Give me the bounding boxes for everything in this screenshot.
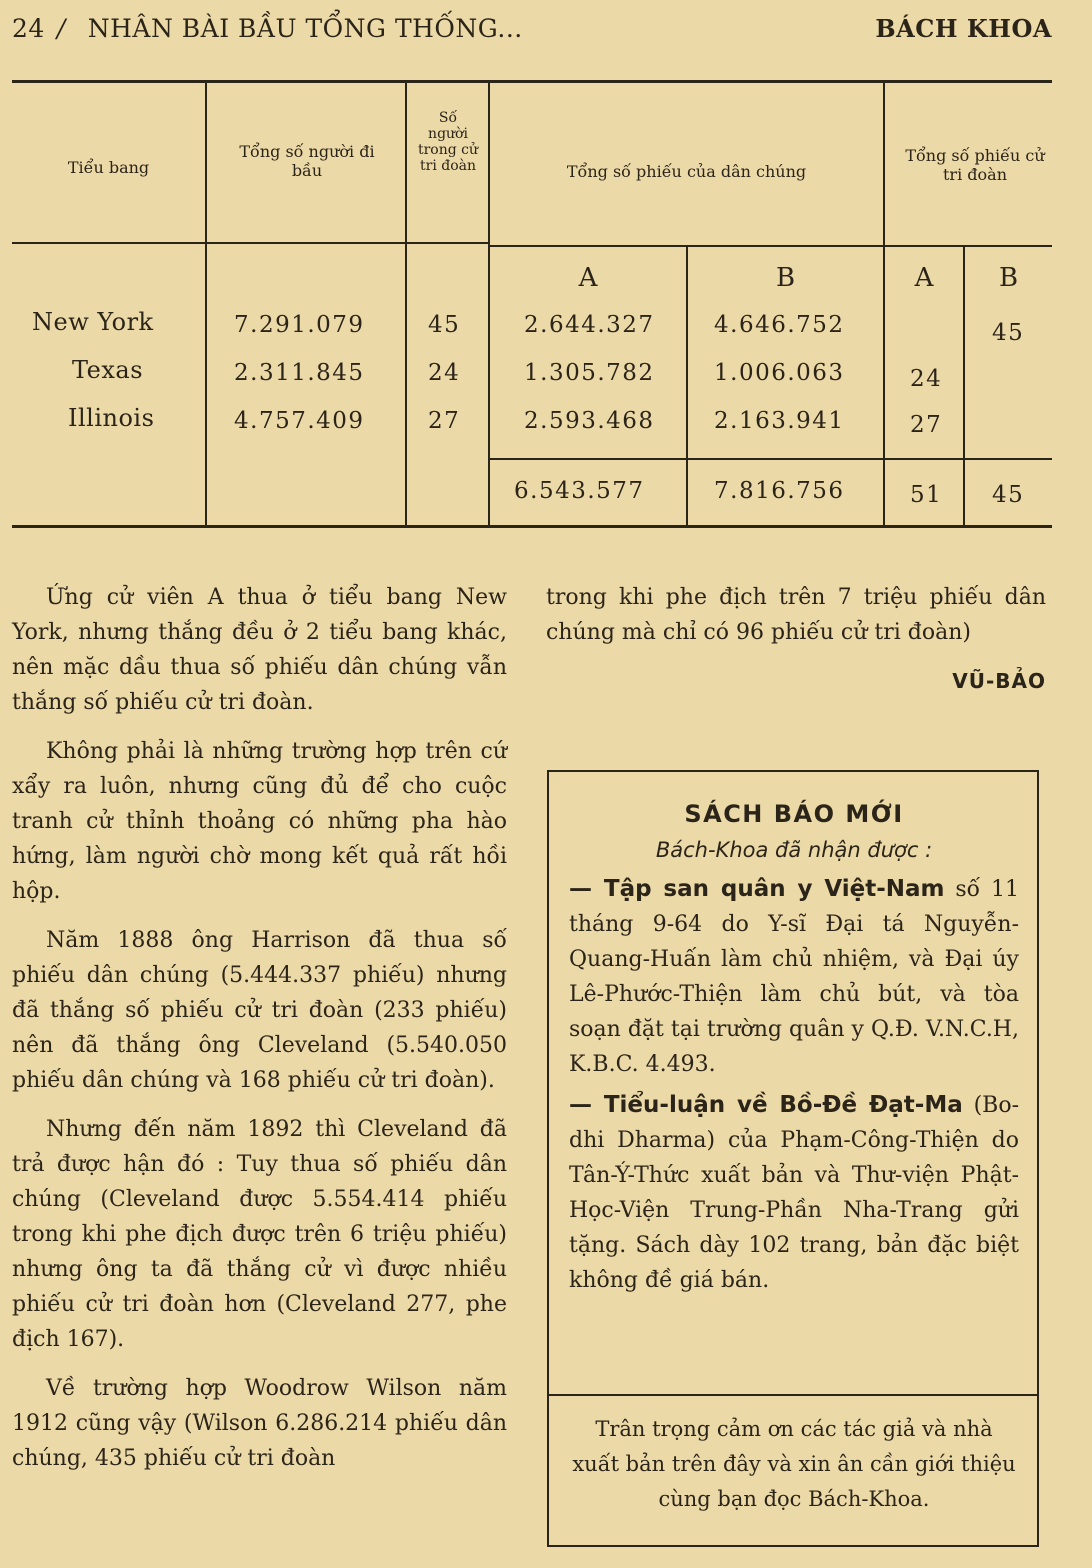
- header-state: Tiểu bang: [67, 158, 150, 177]
- state-name: Texas: [72, 356, 144, 384]
- page-number: 24: [12, 14, 45, 43]
- electors-count: 27: [428, 408, 461, 434]
- electoral-a: 27: [910, 412, 943, 438]
- total-electoral-b: 45: [992, 482, 1025, 508]
- table-bottom-rule: [12, 525, 1052, 528]
- popular-a: 1.305.782: [524, 360, 655, 386]
- paragraph: Ứng cử viên A thua ở tiểu bang New York, nhưng thắng đều ở 2 tiểu bang khác, nên mặc dầu thua số phiếu dân chúng vẫn thắng số phiếu cử tri đoàn.: [12, 585, 507, 715]
- paragraph: Năm 1888 ông Harrison đã thua số phiếu dân chúng (5.444.337 phiếu) nhưng đã thắng số phiếu cử tri đoàn (233 phiếu) nên đã thắng ông Cleveland (5.540.050 phiếu dân chúng và 168 phiếu cử tri đoàn).: [12, 928, 507, 1093]
- header-rule: [490, 245, 883, 247]
- voters-count: 4.757.409: [234, 408, 365, 434]
- left-column: [12, 580, 507, 1490]
- state-name: Illinois: [68, 404, 155, 432]
- box-title: SÁCH BÁO MỚI: [684, 800, 904, 828]
- popular-a: 2.644.327: [524, 312, 655, 338]
- state-name: New York: [32, 308, 154, 336]
- popular-b: 1.006.063: [714, 360, 845, 386]
- voters-count: 7.291.079: [234, 312, 365, 338]
- header-rule: [12, 242, 205, 244]
- sub-header-b: B: [775, 263, 796, 293]
- col-divider: [405, 83, 407, 525]
- col-divider: [205, 83, 207, 525]
- total-popular-a: 6.543.577: [514, 478, 645, 504]
- sub-header-a: A: [914, 263, 934, 293]
- right-column: [546, 580, 1046, 699]
- electoral-b: 45: [992, 320, 1025, 346]
- box-subtitle: Bách-Khoa đã nhận được :: [655, 838, 933, 862]
- popular-b: 4.646.752: [714, 312, 845, 338]
- electoral-a: 24: [910, 366, 943, 392]
- header-popular: Tổng số phiếu của dân chúng: [566, 162, 807, 181]
- paragraph: trong khi phe địch trên 7 triệu phiếu dân chúng mà chỉ có 96 phiếu cử tri đoàn): [546, 585, 1046, 645]
- book-entry: [569, 1088, 1019, 1298]
- book-description: số 11 tháng 9-64 do Y-sĩ Đại tá Nguyễn-Quang-Huấn làm chủ nhiệm, và Đại úy Lê-Phước-Thiện làm chủ bút, và tòa soạn đặt tại trường quân y Q.Đ. V.N.C.H, K.B.C. 4.493.: [569, 877, 1019, 1077]
- book-title: — Tập san quân y Việt-Nam: [569, 876, 945, 902]
- article-title: NHÂN BÀI BẦU TỔNG THỐNG...: [87, 14, 523, 43]
- paragraph: Không phải là những trường hợp trên cứ xẩy ra luôn, nhưng cũng đủ để cho cuộc tranh cử thỉnh thoảng có những pha hào hứng, làm người chờ mong kết quả rất hồi hộp.: [12, 739, 507, 904]
- book-title: — Tiểu-luận về Bồ-Đề Đạt-Ma: [569, 1092, 963, 1118]
- header-voters: Tổng số người đi bầu: [239, 142, 375, 180]
- page-header: [12, 14, 1052, 54]
- sub-header-a: A: [578, 263, 598, 293]
- header-electoral: Tổng số phiếu cử tri đoàn: [905, 146, 1045, 184]
- header-separator: /: [56, 14, 66, 43]
- paragraph: Về trường hợp Woodrow Wilson năm 1912 cũng vậy (Wilson 6.286.214 phiếu dân chúng, 435 phiếu cử tri đoàn: [12, 1376, 507, 1471]
- voters-count: 2.311.845: [234, 360, 365, 386]
- header-electors: Số người trong cử tri đoàn: [417, 110, 479, 174]
- totals-rule: [490, 458, 1052, 460]
- popular-b: 2.163.941: [714, 408, 845, 434]
- header-rule: [885, 245, 1052, 247]
- paragraph: Nhưng đến năm 1892 thì Cleveland đã trả được hận đó : Tuy thua số phiếu dân chúng (Cleveland được 5.554.414 phiếu trong khi phe địch được trên 6 triệu phiếu) nhưng ông ta đã thắng cử vì được nhiều phiếu cử tri đoàn hơn (Cleveland 277, phe địch 167).: [12, 1117, 507, 1352]
- book-description: (Bo-dhi Dharma) của Phạm-Công-Thiện do Tân-Ý-Thức xuất bản và Thư-viện Phật-Học-Viện Trung-Phần Nha-Trang gửi tặng. Sách dày 102 trang, bản đặc biệt không đề giá bán.: [569, 1093, 1019, 1293]
- table-top-rule: [12, 80, 1052, 83]
- magazine-name: BÁCH KHOA: [875, 14, 1052, 43]
- electors-count: 24: [428, 360, 461, 386]
- book-entry: [569, 872, 1019, 1082]
- popular-a: 2.593.468: [524, 408, 655, 434]
- new-books-box: [547, 770, 1039, 1547]
- total-electoral-a: 51: [910, 482, 943, 508]
- election-table: [12, 80, 1052, 528]
- thanks-note: Trân trọng cảm ơn các tác giả và nhà xuất bản trên đây và xin ân cần giới thiệu cùng bạn đọc Bách-Khoa.: [572, 1417, 1016, 1511]
- electors-count: 45: [428, 312, 461, 338]
- header-rule: [405, 242, 488, 244]
- author-signature: VŨ-BẢO: [952, 669, 1046, 693]
- header-rule: [205, 242, 405, 244]
- sub-header-b: B: [998, 263, 1019, 293]
- total-popular-b: 7.816.756: [714, 478, 845, 504]
- box-divider: [547, 1394, 1039, 1396]
